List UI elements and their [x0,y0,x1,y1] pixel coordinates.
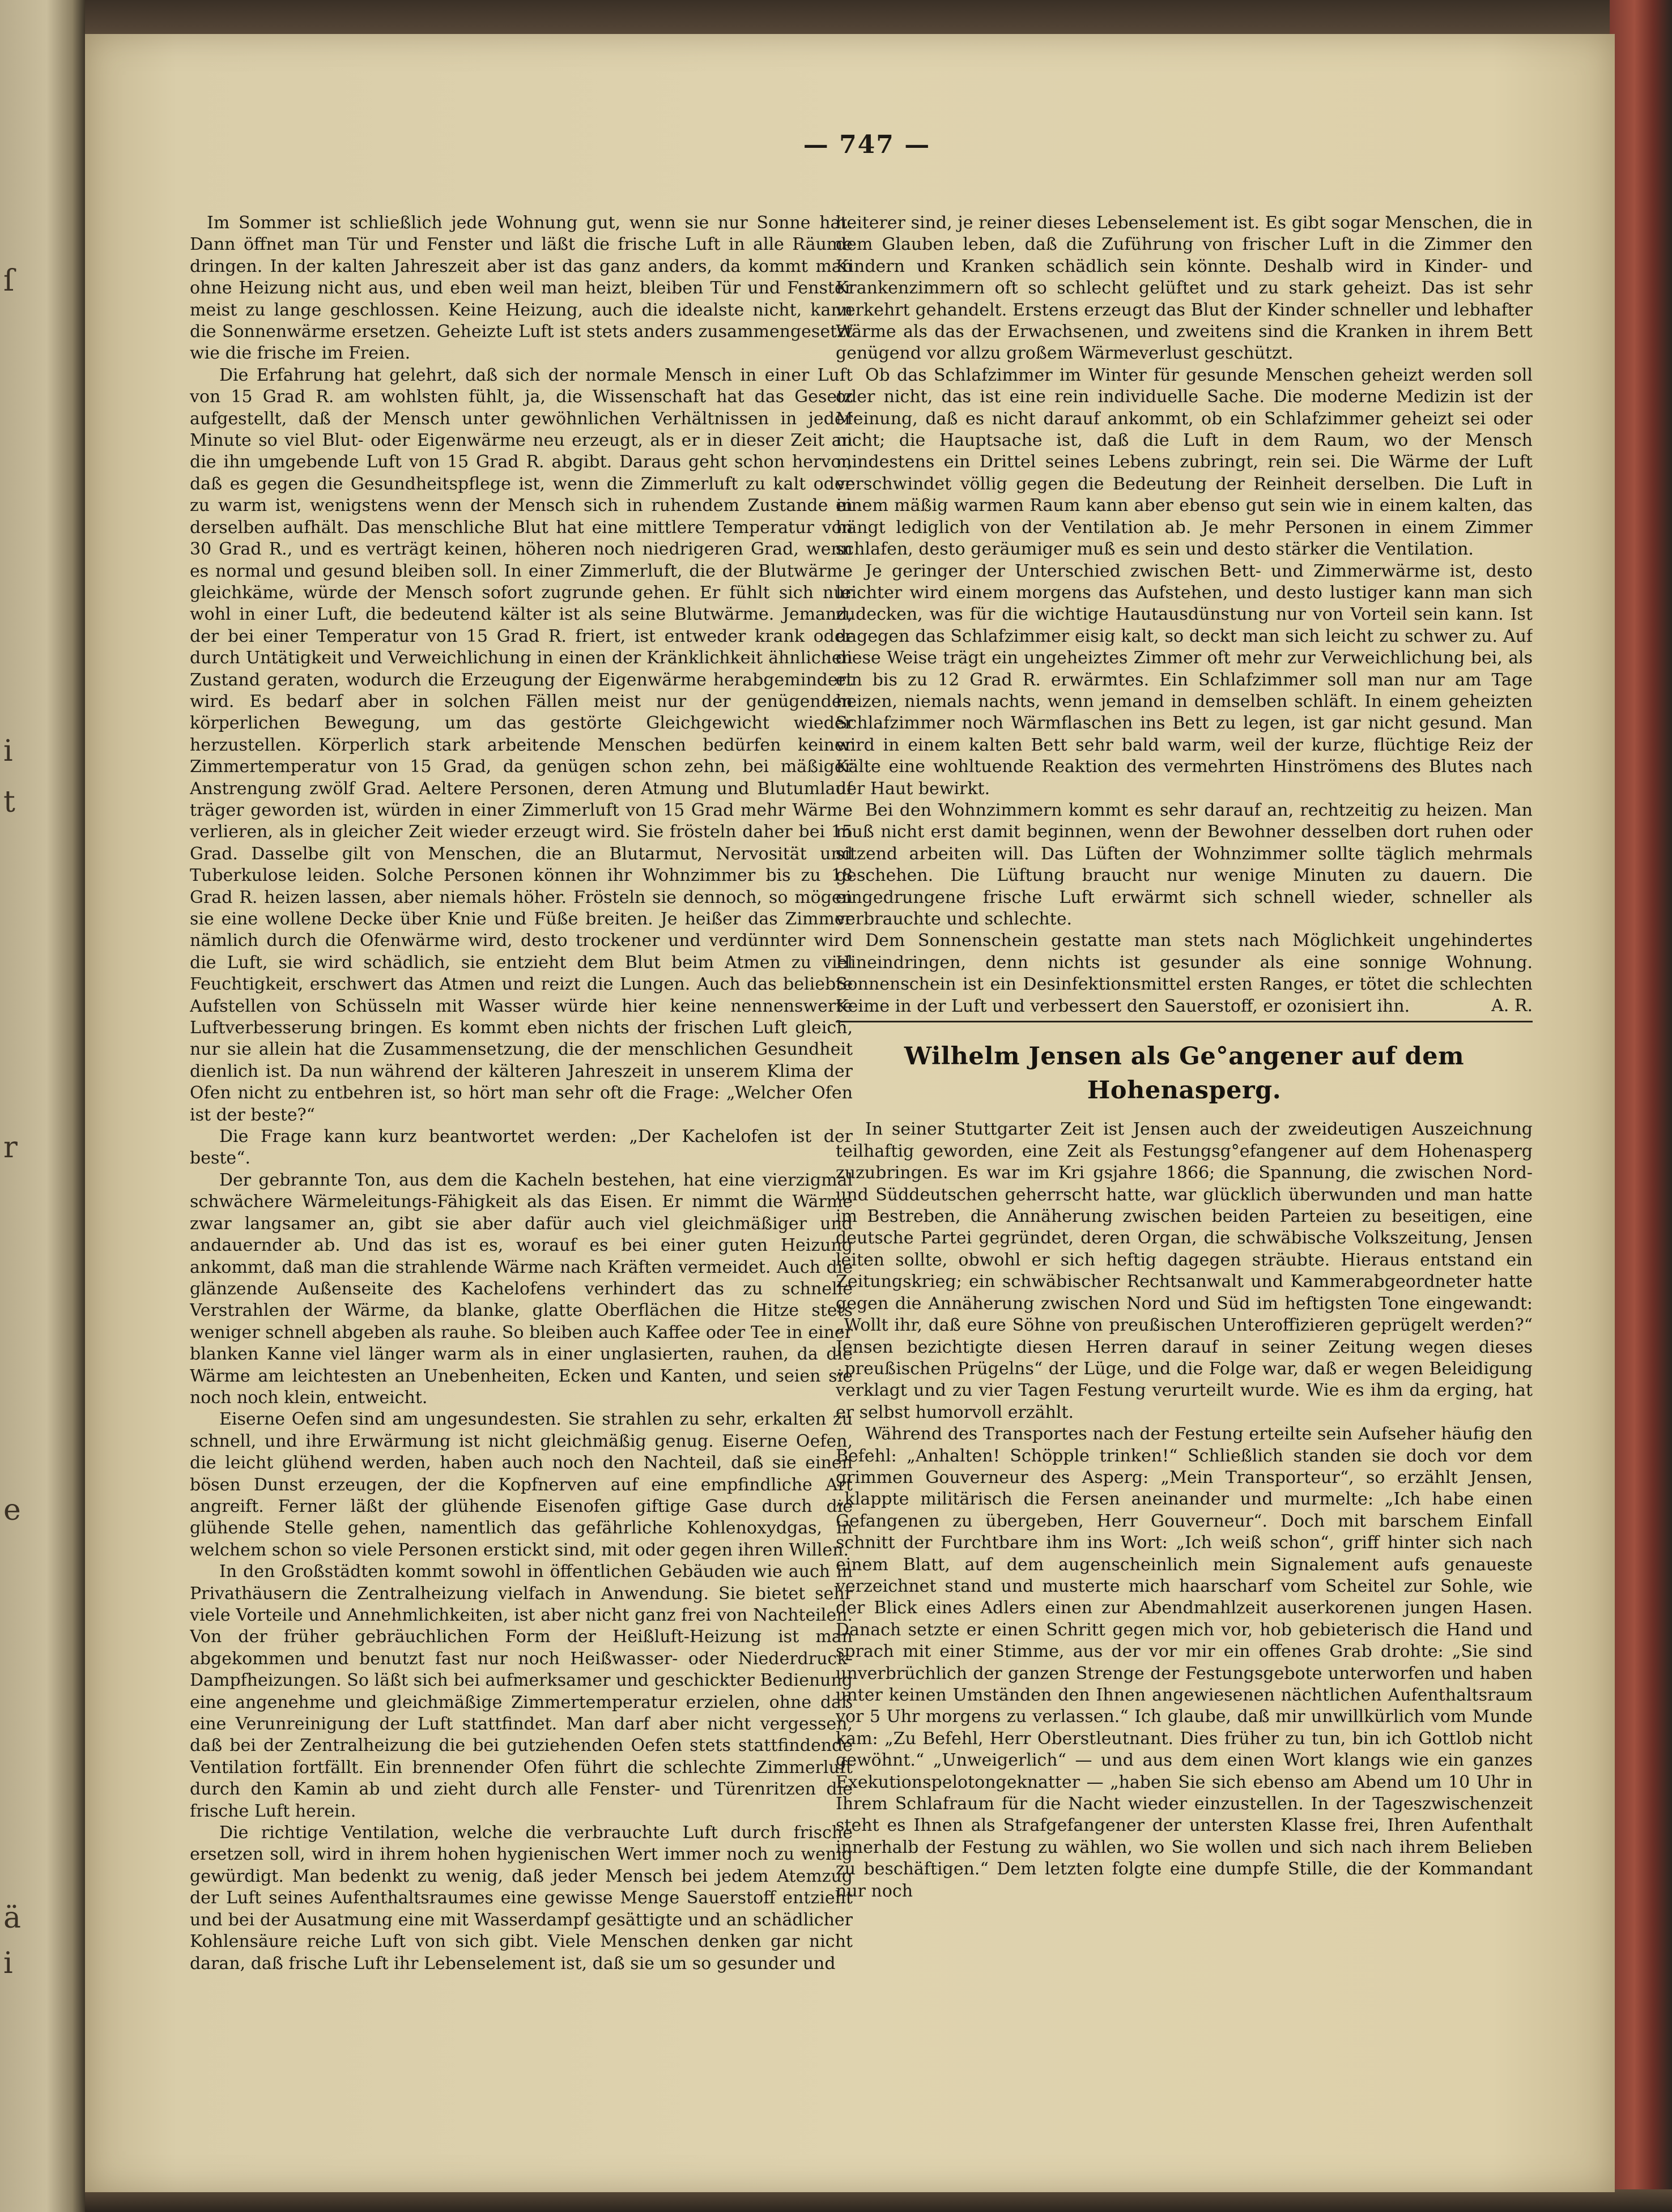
previous-page-edge [0,0,85,2212]
paragraph: Bei den Wohnzimmern kommt es sehr darauf an, rechtzeitig zu heizen. Man muß nicht erst damit beginnen, wenn der Bewohner desselben dort ruhen oder sitzend arbeiten will. Das Lüften der Wohnzimmer sollte täglich mehrmals geschehen. Die Lüftung braucht nur wenige Minuten zu dauern. Die eingedrungene frische Luft erwärmt sich schnell wieder, schneller als verbrauchte und schlechte. [836,800,1533,929]
paragraph: Die Erfahrung hat gelehrt, daß sich der normale Mensch in einer Luft von 15 Grad R. am wohlsten fühlt, ja, die Wissenschaft hat das Gesetz aufgestellt, daß der Mensch unter gewöhnlichen Verhältnissen in jeder Minute so viel Blut- oder Eigenwärme neu erzeugt, als er in dieser Zeit an die ihn umgebende Luft von 15 Grad R. abgibt. Daraus geht schon hervor, daß es gegen die Gesundheitspflege ist, wenn die Zimmerluft zu kalt oder zu warm ist, wenigstens wenn der Mensch sich in ruhendem Zustande in derselben aufhält. Das menschliche Blut hat eine mittlere Temperatur von 30 Grad R., und es verträgt keinen, höheren noch niedrigeren Grad, wenn es normal und gesund bleiben soll. In einer Zimmerluft, die der Blutwärme gleichkäme, würde der Mensch sofort zugrunde gehen. Er fühlt sich nur wohl in einer Luft, die bedeutend kälter ist als seine Blutwärme. Jemand, der bei einer Temperatur von 15 Grad R. friert, ist entweder krank oder durch Untätigkeit und Verweichlichung in einen der Kränklichkeit ähnlichen Zustand geraten, wodurch die Erzeugung der Eigenwärme herabgemindert wird. Es bedarf aber in solchen Fällen meist nur der genügenden körperlichen Bewegung, um das gestörte Gleichgewicht wieder herzustellen. Körperlich stark arbeitende Menschen bedürfen keiner Zimmertemperatur von 15 Grad, da genügen schon zehn, bei mäßiger Anstrengung zwölf Grad. Aeltere Personen, deren Atmung und Blutumlauf träger geworden ist, würden in einer Zimmerluft von 15 Grad mehr Wärme verlieren, als in gleicher Zeit wieder erzeugt wird. Sie frösteln daher bei 15 Grad. Dasselbe gilt von Menschen, die an Blutarmut, Nervosität und Tuberkulose leiden. Solche Personen können ihr Wohnzimmer bis zu 18 Grad R. heizen lassen, aber niemals höher. Frösteln sie dennoch, so mögen sie eine wollene Decke über Knie und Füße breiten. Je heißer das Zimmer nämlich durch die Ofenwärme wird, desto trockener und verdünnter wird die Luft, sie wird schädlich, sie entzieht dem Blut beim Atmen zu viel Feuchtigkeit, erschwert das Atmen und reizt die Lungen. Auch das beliebte Aufstellen von Schüsseln mit Wasser würde hier keine nennenswerte Luftverbesserung bringen. Es kommt eben nichts der frischen Luft gleich, nur sie allein hat die Zusammensetzung, die der menschlichen Gesundheit dienlich ist. Da nun während der kälteren Jahreszeit in unserem Klima der Ofen nicht zu entbehren ist, so hört man sehr oft die Frage: „Welcher Ofen ist der beste?“ [190,365,853,1125]
edge-glyph: i [3,734,13,768]
edge-glyph: ſ [3,264,15,298]
paragraph: Während des Transportes nach der Festung erteilte sein Aufseher häufig den Befehl: „Anhalten! Schöpple trinken!“ Schließlich standen sie doch vor dem grimmen Gouverneur des Asperg: „Mein Transporteur“, so erzählt Jensen, „klappte militärisch die Fersen aneinander und murmelte: „Ich habe einen Gefangenen zu übergeben, Herr Gouverneur“. Doch mit barschem Einfall schnitt der Furchtbare ihm ins Wort: „Ich weiß schon“, griff hinter sich nach einem Blatt, auf dem augenscheinlich mein Signalement aufs genaueste verzeichnet stand und musterte mich haarscharf vom Scheitel zur Sohle, wie der Blick eines Adlers einen zur Abendmahlzeit auserkorenen jungen Hasen. Danach setzte er einen Schritt gegen mich vor, hob gebieterisch die Hand und sprach mit einer Stimme, aus der vor mir ein offenes Grab drohte: „Sie sind unverbrüchlich der ganzen Strenge der Festungsgebote unterworfen und haben unter keinen Umständen den Ihnen angewiesenen nächtlichen Aufenthaltsraum vor 5 Uhr morgens zu verlassen.“ Ich glaube, daß mir unwillkürlich vom Munde kam: „Zu Befehl, Herr Oberstleutnant. Dies früher zu tun, bin ich Gottlob nicht gewöhnt.“ „Unweigerlich“ — und aus dem einen Wort klangs wie ein ganzes Exekutionspelotongeknatter — „haben Sie sich ebenso am Abend um 10 Uhr in Ihrem Schlafraum für die Nacht wieder einzustellen. In der Tageszwischenzeit steht es Ihnen als Strafgefangener der untersten Klasse frei, Ihren Aufenthalt innerhalb der Festung zu wählen, wo Sie wollen und sich nach ihrem Belieben zu beschäftigen.“ Dem letzten folgte eine dumpfe Stille, die der Kommandant nur noch [836,1424,1533,1901]
paragraph: Im Sommer ist schließlich jede Wohnung gut, wenn sie nur Sonne hat. Dann öffnet man Tür und Fenster und läßt die frische Luft in alle Räume dringen. In der kalten Jahreszeit aber ist das ganz anders, da kommt man ohne Heizung nicht aus, und eben weil man heizt, bleiben Tür und Fenster meist zu lange geschlossen. Keine Heizung, auch die idealste nicht, kann die Sonnenwärme ersetzen. Geheizte Luft ist stets anders zusammengesetzt wie die frische im Freien. [190,213,853,364]
right-column [836,212,1533,2184]
paragraph: heiterer sind, je reiner dieses Lebenselement ist. Es gibt sogar Menschen, die in dem Glauben leben, daß die Zuführung von frischer Luft in die Zimmer den Kindern und Kranken schädlich sein könnte. Deshalb wird in Kinder- und Krankenzimmern oft so schlecht gelüftet und zu stark geheizt. Das ist sehr verkehrt gehandelt. Erstens erzeugt das Blut der Kinder schneller und lebhafter Wärme als das der Erwachsenen, und zweitens sind die Kranken in ihrem Bett genügend vor allzu großem Wärmeverlust geschützt. [836,213,1533,364]
edge-glyph: i [3,1946,13,1980]
article-headline: Wilhelm Jensen als Ge°angener auf dem Hohenasperg. [904,1042,1465,1105]
article-signature: A. R. [1491,996,1533,1016]
page-number: — 747 — [803,130,931,159]
article-end [836,930,1533,1022]
cover-right-edge [1610,0,1672,2212]
edge-glyph: t [3,785,15,819]
cover-bottom-edge [85,2189,1672,2212]
page [85,34,1615,2192]
paragraph: Dem Sonnenschein gestatte man stets nach Möglichkeit ungehindertes Hineindringen, denn nichts ist gesunder als eine sonnige Wohnung. Sonnenschein ist ein Desinfektionsmittel ersten Ranges, er tötet die schlechten Keime in der Luft und verbessert den Sauerstoff, er ozonisiert ihn. [836,931,1533,1016]
paragraph: Je geringer der Unterschied zwischen Bett- und Zimmerwärme ist, desto leichter wird einem morgens das Aufstehen, und desto lustiger kann man sich zudecken, was für die wichtige Hautausdünstung nur von Vorteil sein kann. Ist dagegen das Schlafzimmer eisig kalt, so deckt man sich leicht zu schwer zu. Auf diese Weise trägt ein ungeheiztes Zimmer oft mehr zur Verweichlichung bei, als ein bis zu 12 Grad R. erwärmtes. Ein Schlafzimmer soll man nur am Tage heizen, niemals nachts, wenn jemand in demselben schläft. In einem geheizten Schlafzimmer noch Wärmflaschen ins Bett zu legen, ist gar nicht gesund. Man wird in einem kalten Bett sehr bald warm, weil der kurze, flüchtige Reiz der Kälte eine wohltuende Reaktion des vermehrten Hinströmens des Blutes nach der Haut bewirkt. [836,561,1533,799]
paragraph: In den Großstädten kommt sowohl in öffentlichen Gebäuden wie auch in Privathäusern die Zentralheizung vielfach in Anwendung. Sie bietet sehr viele Vorteile und Annehmlichkeiten, ist aber nicht ganz frei von Nachteilen. Von der früher gebräuchlichen Form der Heißluft-Heizung ist man abgekommen und benutzt fast nur noch Heißwasser- oder Niederdruck-Dampfheizungen. So läßt sich bei aufmerksamer und geschickter Bedienung eine angenehme und gleichmäßige Zimmertemperatur erzielen, ohne daß eine Verunreinigung der Luft stattfindet. Man darf aber nicht vergessen, daß bei der Zentralheizung die bei gutziehenden Oefen stets stattfindende Ventilation fortfällt. Ein brennender Ofen führt die schlechte Zimmerluft durch den Kamin ab und zieht durch alle Fenster- und Türenritzen die frische Luft herein. [190,1562,853,1821]
edge-glyph: r [3,1131,18,1165]
paragraph: Der gebrannte Ton, aus dem die Kacheln bestehen, hat eine vierzigmal schwächere Wärmeleitungs-Fähigkeit als das Eisen. Er nimmt die Wärme zwar langsamer an, gibt sie aber dafür auch viel gleichmäßiger und andauernder ab. Und das ist es, worauf es bei einer guten Heizung ankommt, daß man die strahlende Wärme nach Kräften vermeidet. Auch die glänzende Außenseite des Kachelofens verhindert das zu schnelle Verstrahlen der Wärme, da blanke, glatte Oberflächen die Hitze stets weniger schnell abgeben als rauhe. So bleiben auch Kaffee oder Tee in einer blanken Kanne viel länger warm als in einer unglasierten, rauhen, da die Wärme am leichtesten an Unebenheiten, Ecken und Kanten, und seien sie noch noch klein, entweicht. [190,1170,853,1408]
edge-glyph: ä [3,1901,22,1935]
paragraph: Eiserne Oefen sind am ungesundesten. Sie strahlen zu sehr, erkalten zu schnell, und ihre Erwärmung ist nicht gleichmäßig genug. Eiserne Oefen, die leicht glühend werden, haben auch noch den Nachteil, daß sie einen bösen Dunst erzeugen, der die Kopfnerven auf eine empfindliche Art angreift. Ferner läßt der glühende Eisenofen giftige Gase durch die glühende Stelle gehen, namentlich das gefährliche Kohlenoxydgas, in welchem schon so viele Personen erstickt sind, mit oder gegen ihren Willen. [190,1409,853,1560]
paragraph: Die Frage kann kurz beantwortet werden: „Der Kachelofen ist der beste“. [190,1127,853,1169]
left-column [190,212,853,2184]
paragraph: In seiner Stuttgarter Zeit ist Jensen auch der zweideutigen Auszeichnung teilhaftig geworden, eine Zeit als Festungsg°efangener auf dem Hohenasperg zuzubringen. Es war im Kri gsjahre 1866; die Spannung, die zwischen Nord- und Süddeutschen geherrscht hatte, war glücklich überwunden und man hatte im Bestreben, die Annäherung zwischen beiden Parteien zu beseitigen, eine deutsche Partei gegründet, deren Organ, die schwäbische Volkszeitung, Jensen leiten sollte, obwohl er sich heftig dagegen sträubte. Hieraus entstand ein Zeitungskrieg; ein schwäbischer Rechtsanwalt und Kammerabgeordneter hatte gegen die Annäherung zwischen Nord und Süd im heftigsten Tone eingewandt: „Wollt ihr, daß eure Söhne von preußischen Unteroffizieren geprügelt werden?“ Jensen bezichtigte diesen Herren darauf in seiner Zeitung wegen dieses „preußischen Prügelns“ der Lüge, und die Folge war, daß er wegen Beleidigung verklagt und zu vier Tagen Festung verurteilt wurde. Wie es ihm da erging, hat er selbst humorvoll erzählt. [836,1119,1533,1422]
paragraph: Die richtige Ventilation, welche die verbrauchte Luft durch frische ersetzen soll, wird in ihrem hohen hygienischen Wert immer noch zu wenig gewürdigt. Man bedenkt zu wenig, daß jeder Mensch bei jedem Atemzug der Luft seines Aufenthaltsraumes eine gewisse Menge Sauerstoff entzieht und bei der Ausatmung eine mit Wasserdampf gesättigte und an schädlicher Kohlensäure reiche Luft von sich gibt. Viele Menschen denken gar nicht daran, daß frische Luft ihr Lebenselement ist, daß sie um so gesunder und [190,1823,853,1974]
paragraph: Ob das Schlafzimmer im Winter für gesunde Menschen geheizt werden soll oder nicht, das ist eine rein individuelle Sache. Die moderne Medizin ist der Meinung, daß es nicht darauf ankommt, ob ein Schlafzimmer geheizt sei oder nicht; die Hauptsache ist, daß die Luft in dem Raum, wo der Mensch mindestens ein Drittel seines Lebens zubringt, rein sei. Die Wärme der Luft verschwindet völlig gegen die Bedeutung der Reinheit derselben. Die Luft in einem mäßig warmen Raum kann aber ebenso gut sein wie in einem kalten, das hängt lediglich von der Ventilation ab. Je mehr Personen in einem Zimmer schlafen, desto geräumiger muß es sein und desto stärker die Ventilation. [836,365,1533,560]
edge-glyph: e [3,1493,21,1527]
